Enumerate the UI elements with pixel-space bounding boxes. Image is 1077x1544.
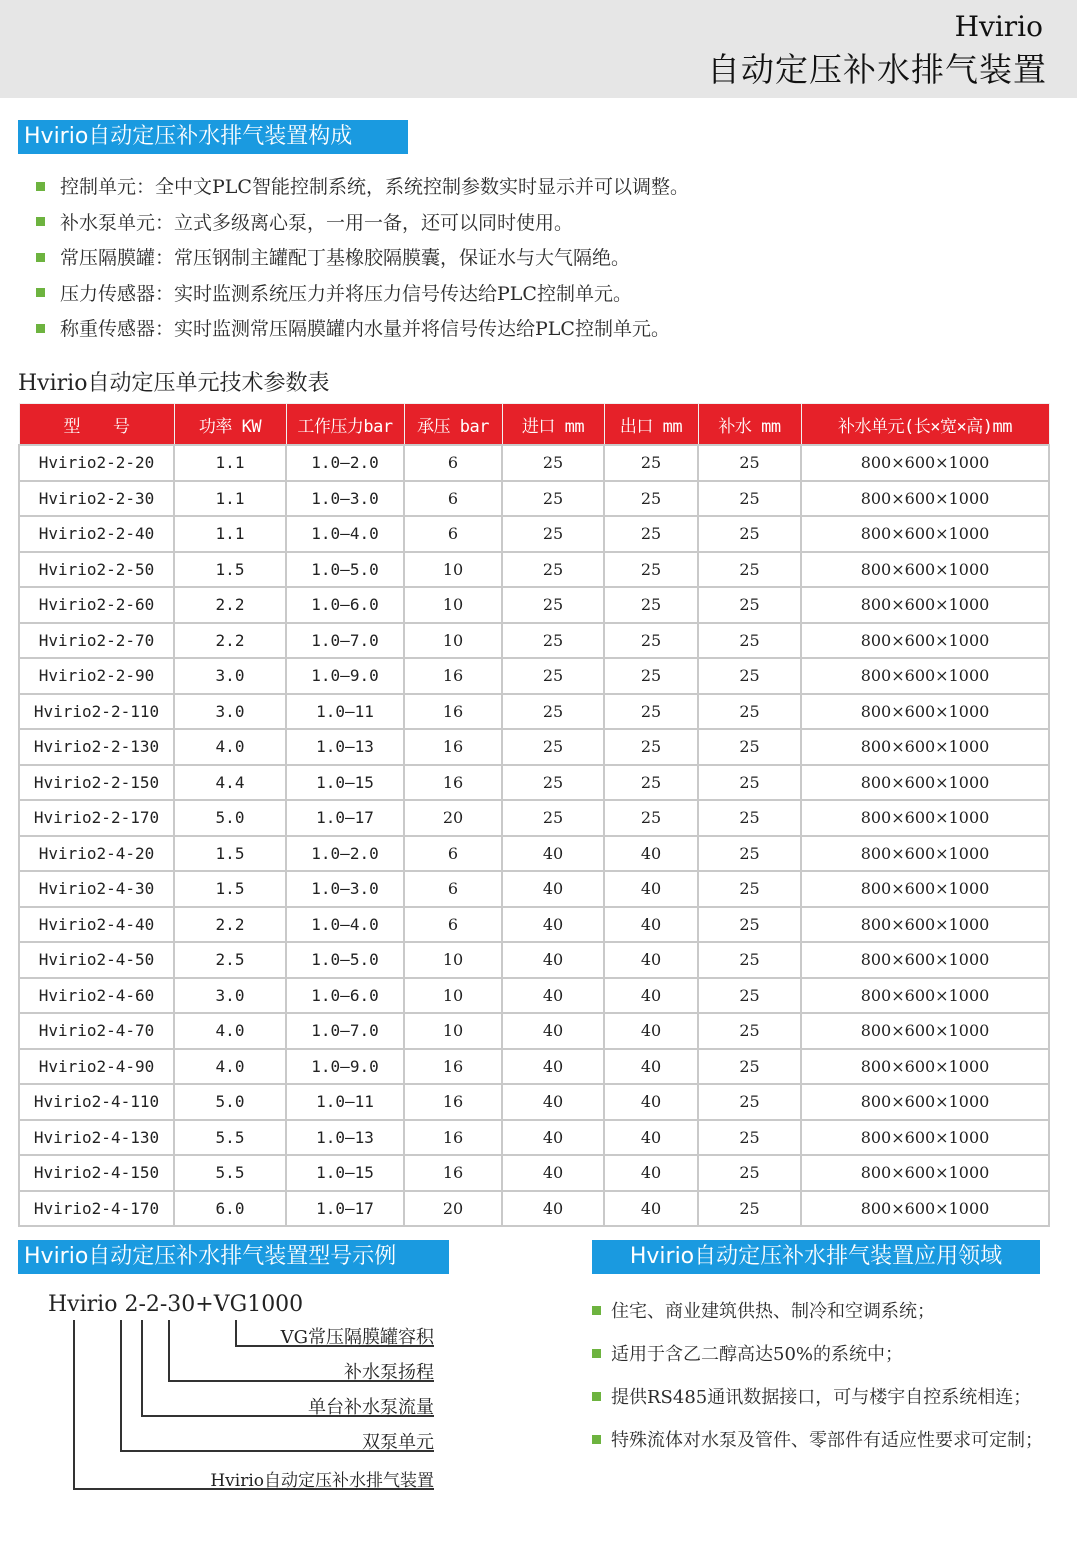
table-cell: Hvirio2-4-20 [19, 836, 174, 872]
table-cell: 25 [604, 552, 698, 588]
table-cell: 2.2 [174, 587, 286, 623]
list-item: 控制单元：全中文PLC智能控制系统，系统控制参数实时显示并可以调整。 [36, 170, 689, 206]
table-cell: 40 [604, 1084, 698, 1120]
table-cell: 25 [502, 516, 604, 552]
table-cell: Hvirio2-4-30 [19, 871, 174, 907]
table-cell: Hvirio2-4-60 [19, 978, 174, 1014]
list-item: 特殊流体对水泵及管件、零部件有适应性要求可定制； [592, 1425, 1043, 1468]
column-header: 进口 mm [502, 404, 604, 446]
model-label-head: 补水泵扬程 [344, 1362, 434, 1383]
table-cell: 4.0 [174, 1049, 286, 1085]
table-cell: 16 [404, 729, 502, 765]
table-cell: 6 [404, 836, 502, 872]
table-cell: 25 [502, 729, 604, 765]
table-cell: 1.0—13 [286, 1120, 404, 1156]
brand-name: Hvirio [954, 10, 1043, 43]
list-item: 称重传感器：实时监测常压隔膜罐内水量并将信号传达给PLC控制单元。 [36, 312, 689, 348]
table-cell: 25 [698, 1013, 801, 1049]
bullet-square-icon [592, 1435, 601, 1444]
table-cell: 10 [404, 978, 502, 1014]
table-cell: 2.2 [174, 907, 286, 943]
table-cell: 800×600×1000 [801, 445, 1049, 481]
table-cell: 1.1 [174, 516, 286, 552]
table-cell: 6 [404, 445, 502, 481]
table-row [19, 516, 1049, 552]
table-cell: 25 [698, 694, 801, 730]
table-cell: 16 [404, 765, 502, 801]
table-cell: 1.0—15 [286, 1155, 404, 1191]
bullet-square-icon [36, 324, 45, 333]
table-cell: 25 [604, 623, 698, 659]
table-cell: 1.0—2.0 [286, 445, 404, 481]
table-cell: 10 [404, 1013, 502, 1049]
table-cell: 1.0—3.0 [286, 481, 404, 517]
table-cell: Hvirio2-2-50 [19, 552, 174, 588]
model-label-vg: VG常压隔膜罐容积 [280, 1327, 434, 1348]
table-cell: 25 [502, 445, 604, 481]
table-cell: 800×600×1000 [801, 907, 1049, 943]
table-cell: 6 [404, 871, 502, 907]
table-cell: 25 [502, 623, 604, 659]
table-cell: 25 [698, 552, 801, 588]
table-row [19, 1120, 1049, 1156]
table-row [19, 729, 1049, 765]
table-cell: Hvirio2-4-40 [19, 907, 174, 943]
table-cell: 40 [604, 1013, 698, 1049]
table-cell: 40 [604, 942, 698, 978]
table-cell: 10 [404, 942, 502, 978]
table-cell: 25 [698, 516, 801, 552]
table-cell: 40 [604, 1049, 698, 1085]
table-row [19, 694, 1049, 730]
table-cell: 3.0 [174, 978, 286, 1014]
table-cell: Hvirio2-4-50 [19, 942, 174, 978]
application-list [592, 1296, 1043, 1468]
table-cell: 20 [404, 1191, 502, 1227]
table-cell: 800×600×1000 [801, 1120, 1049, 1156]
table-cell: 1.1 [174, 481, 286, 517]
table-cell: 800×600×1000 [801, 1155, 1049, 1191]
table-cell: 4.4 [174, 765, 286, 801]
table-cell: 800×600×1000 [801, 623, 1049, 659]
table-cell: 40 [604, 1191, 698, 1227]
table-cell: 25 [502, 481, 604, 517]
table-cell: 16 [404, 694, 502, 730]
table-cell: 40 [502, 1155, 604, 1191]
composition-heading: Hvirio自动定压补水排气装置构成 [18, 120, 408, 154]
table-cell: 25 [604, 481, 698, 517]
table-row [19, 765, 1049, 801]
model-label-flow: 单台补水泵流量 [308, 1397, 434, 1418]
column-header: 工作压力bar [286, 404, 404, 446]
table-cell: 40 [502, 1013, 604, 1049]
table-cell: 25 [698, 729, 801, 765]
table-cell: 40 [604, 1120, 698, 1156]
table-cell: 25 [698, 481, 801, 517]
list-item: 压力传感器：实时监测系统压力并将压力信号传达给PLC控制单元。 [36, 277, 689, 313]
model-example-heading: Hvirio自动定压补水排气装置型号示例 [18, 1240, 449, 1274]
table-cell: 40 [502, 836, 604, 872]
table-row [19, 658, 1049, 694]
table-cell: 800×600×1000 [801, 516, 1049, 552]
table-cell: 25 [698, 1155, 801, 1191]
table-cell: 800×600×1000 [801, 765, 1049, 801]
table-cell: Hvirio2-2-60 [19, 587, 174, 623]
bullet-square-icon [592, 1306, 601, 1315]
table-cell: 40 [604, 836, 698, 872]
table-cell: 25 [698, 907, 801, 943]
page-header [0, 0, 1077, 98]
connector-line [235, 1320, 237, 1347]
connector-line [73, 1320, 75, 1490]
table-cell: 800×600×1000 [801, 978, 1049, 1014]
table-cell: 25 [604, 800, 698, 836]
table-cell: Hvirio2-2-90 [19, 658, 174, 694]
list-item: 提供RS485通讯数据接口，可与楼宇自控系统相连； [592, 1382, 1043, 1425]
table-cell: 25 [502, 694, 604, 730]
table-cell: 25 [698, 587, 801, 623]
table-cell: 25 [502, 552, 604, 588]
table-cell: Hvirio2-4-90 [19, 1049, 174, 1085]
table-row [19, 445, 1049, 481]
table-row [19, 1191, 1049, 1227]
table-cell: 3.0 [174, 694, 286, 730]
table-cell: 10 [404, 623, 502, 659]
list-item: 常压隔膜罐：常压钢制主罐配丁基橡胶隔膜囊，保证水与大气隔绝。 [36, 241, 689, 277]
table-cell: 1.0—11 [286, 694, 404, 730]
table-cell: 25 [698, 800, 801, 836]
page-title: 自动定压补水排气装置 [707, 50, 1047, 89]
table-cell: Hvirio2-2-70 [19, 623, 174, 659]
table-cell: Hvirio2-2-170 [19, 800, 174, 836]
composition-list [36, 170, 689, 348]
table-cell: 40 [502, 907, 604, 943]
table-cell: 2.2 [174, 623, 286, 659]
table-cell: Hvirio2-4-110 [19, 1084, 174, 1120]
table-cell: 1.0—17 [286, 800, 404, 836]
column-header: 承压 bar [404, 404, 502, 446]
table-cell: 6.0 [174, 1191, 286, 1227]
table-cell: 10 [404, 587, 502, 623]
table-cell: Hvirio2-4-70 [19, 1013, 174, 1049]
table-cell: 25 [698, 658, 801, 694]
table-cell: 25 [698, 871, 801, 907]
table-cell: 800×600×1000 [801, 1013, 1049, 1049]
table-cell: 40 [604, 871, 698, 907]
table-cell: 800×600×1000 [801, 694, 1049, 730]
table-cell: 1.0—5.0 [286, 942, 404, 978]
table-cell: 1.0—9.0 [286, 1049, 404, 1085]
table-cell: Hvirio2-2-110 [19, 694, 174, 730]
table-cell: 6 [404, 516, 502, 552]
table-cell: 20 [404, 800, 502, 836]
table-cell: 5.5 [174, 1120, 286, 1156]
table-cell: 1.0—4.0 [286, 907, 404, 943]
table-cell: 6 [404, 907, 502, 943]
table-cell: 40 [502, 1191, 604, 1227]
table-cell: Hvirio2-2-20 [19, 445, 174, 481]
table-cell: 1.0—7.0 [286, 1013, 404, 1049]
table-cell: 40 [502, 978, 604, 1014]
table-cell: 25 [698, 1084, 801, 1120]
table-cell: 1.0—11 [286, 1084, 404, 1120]
table-cell: 800×600×1000 [801, 587, 1049, 623]
table-cell: 25 [502, 587, 604, 623]
table-cell: 800×600×1000 [801, 1049, 1049, 1085]
table-row [19, 907, 1049, 943]
bullet-square-icon [36, 217, 45, 226]
table-cell: 25 [604, 516, 698, 552]
table-cell: 1.0—17 [286, 1191, 404, 1227]
table-cell: 25 [604, 729, 698, 765]
table-cell: 40 [502, 1120, 604, 1156]
table-cell: 1.0—6.0 [286, 587, 404, 623]
bullet-square-icon [592, 1392, 601, 1401]
table-cell: 800×600×1000 [801, 481, 1049, 517]
connector-line [141, 1320, 143, 1417]
table-cell: 1.0—7.0 [286, 623, 404, 659]
table-row [19, 1049, 1049, 1085]
table-row [19, 1084, 1049, 1120]
table-cell: 1.0—6.0 [286, 978, 404, 1014]
table-row [19, 871, 1049, 907]
table-cell: 25 [698, 1049, 801, 1085]
table-cell: 1.0—2.0 [286, 836, 404, 872]
table-row [19, 978, 1049, 1014]
table-row [19, 481, 1049, 517]
table-cell: 800×600×1000 [801, 1191, 1049, 1227]
list-item: 适用于含乙二醇高达50%的系统中； [592, 1339, 1043, 1382]
table-row [19, 1155, 1049, 1191]
table-cell: 16 [404, 1155, 502, 1191]
table-row [19, 552, 1049, 588]
table-cell: 16 [404, 658, 502, 694]
bullet-square-icon [36, 182, 45, 191]
model-code: Hvirio 2-2-30+VG1000 [48, 1292, 304, 1317]
column-header: 型 号 [19, 404, 174, 446]
table-cell: 25 [698, 765, 801, 801]
model-label-dual: 双泵单元 [362, 1432, 434, 1453]
table-cell: 4.0 [174, 729, 286, 765]
table-cell: 40 [502, 942, 604, 978]
table-row [19, 623, 1049, 659]
table-cell: 800×600×1000 [801, 729, 1049, 765]
table-cell: 40 [502, 1049, 604, 1085]
table-cell: 800×600×1000 [801, 800, 1049, 836]
table-cell: 40 [604, 1155, 698, 1191]
table-cell: 25 [604, 445, 698, 481]
table-cell: 40 [604, 907, 698, 943]
spec-table [18, 403, 1050, 1227]
table-cell: 16 [404, 1084, 502, 1120]
list-item: 补水泵单元：立式多级离心泵，一用一备，还可以同时使用。 [36, 206, 689, 242]
table-cell: 25 [604, 658, 698, 694]
table-cell: 25 [604, 587, 698, 623]
table-cell: 1.0—13 [286, 729, 404, 765]
connector-line [168, 1320, 170, 1382]
bullet-square-icon [36, 253, 45, 262]
spec-table-title: Hvirio自动定压单元技术参数表 [18, 371, 330, 396]
table-row [19, 587, 1049, 623]
table-cell: 25 [502, 800, 604, 836]
table-cell: 25 [502, 765, 604, 801]
table-cell: Hvirio2-2-40 [19, 516, 174, 552]
table-cell: 5.0 [174, 1084, 286, 1120]
table-cell: 1.0—15 [286, 765, 404, 801]
table-cell: 4.0 [174, 1013, 286, 1049]
table-row [19, 1013, 1049, 1049]
table-cell: 2.5 [174, 942, 286, 978]
table-cell: 40 [502, 1084, 604, 1120]
table-cell: 1.0—3.0 [286, 871, 404, 907]
table-cell: 25 [698, 445, 801, 481]
bullet-square-icon [36, 288, 45, 297]
bullet-square-icon [592, 1349, 601, 1358]
table-cell: 10 [404, 552, 502, 588]
table-cell: 25 [698, 836, 801, 872]
list-item: 住宅、商业建筑供热、制冷和空调系统； [592, 1296, 1043, 1339]
column-header: 出口 mm [604, 404, 698, 446]
table-cell: 5.5 [174, 1155, 286, 1191]
table-cell: 25 [698, 942, 801, 978]
table-cell: 25 [502, 658, 604, 694]
table-cell: 25 [604, 694, 698, 730]
table-cell: 1.0—4.0 [286, 516, 404, 552]
table-cell: Hvirio2-4-170 [19, 1191, 174, 1227]
table-cell: 25 [698, 623, 801, 659]
column-header: 补水 mm [698, 404, 801, 446]
table-cell: 800×600×1000 [801, 871, 1049, 907]
table-cell: 25 [698, 1191, 801, 1227]
table-cell: 25 [604, 765, 698, 801]
model-label-device: Hvirio自动定压补水排气装置 [210, 1471, 434, 1491]
spec-table-body [19, 445, 1049, 1226]
table-cell: 5.0 [174, 800, 286, 836]
column-header: 功率 KW [174, 404, 286, 446]
table-cell: 25 [698, 978, 801, 1014]
table-header-row [19, 404, 1049, 446]
table-cell: Hvirio2-4-150 [19, 1155, 174, 1191]
table-row [19, 800, 1049, 836]
table-row [19, 942, 1049, 978]
table-cell: 800×600×1000 [801, 1084, 1049, 1120]
table-cell: Hvirio2-2-130 [19, 729, 174, 765]
table-cell: 1.1 [174, 445, 286, 481]
table-cell: 800×600×1000 [801, 836, 1049, 872]
table-cell: 800×600×1000 [801, 552, 1049, 588]
table-cell: 16 [404, 1049, 502, 1085]
connector-line [120, 1320, 122, 1452]
table-cell: 16 [404, 1120, 502, 1156]
table-cell: 40 [502, 871, 604, 907]
table-cell: 25 [698, 1120, 801, 1156]
table-row [19, 836, 1049, 872]
table-cell: 1.0—9.0 [286, 658, 404, 694]
table-cell: 800×600×1000 [801, 658, 1049, 694]
table-cell: Hvirio2-2-30 [19, 481, 174, 517]
table-cell: 800×600×1000 [801, 942, 1049, 978]
table-cell: 1.5 [174, 552, 286, 588]
table-cell: Hvirio2-2-150 [19, 765, 174, 801]
table-cell: 1.5 [174, 871, 286, 907]
table-cell: 1.0—5.0 [286, 552, 404, 588]
application-heading: Hvirio自动定压补水排气装置应用领域 [592, 1240, 1040, 1274]
table-cell: 6 [404, 481, 502, 517]
table-cell: 3.0 [174, 658, 286, 694]
table-cell: Hvirio2-4-130 [19, 1120, 174, 1156]
table-cell: 1.5 [174, 836, 286, 872]
column-header: 补水单元(长×宽×高)mm [801, 404, 1049, 446]
table-cell: 40 [604, 978, 698, 1014]
